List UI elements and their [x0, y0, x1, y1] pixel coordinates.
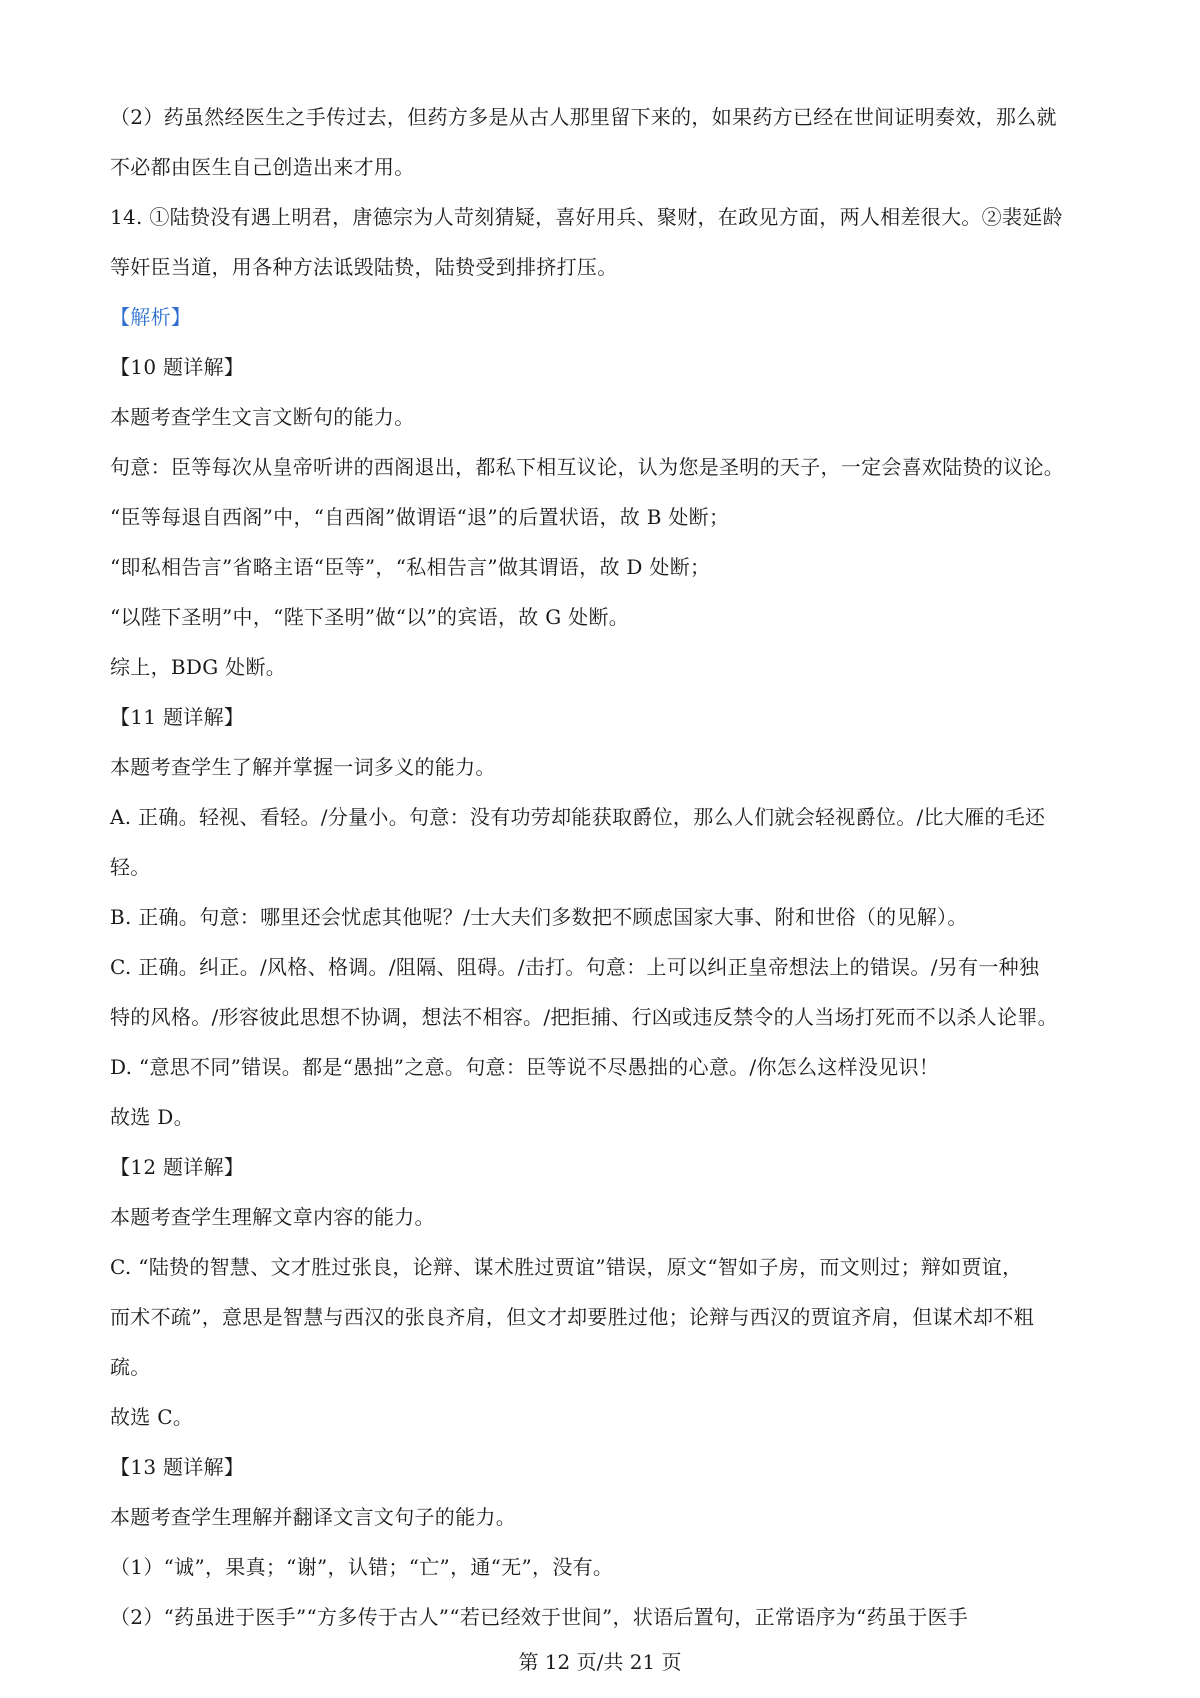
q12-answer: 故选 C。 — [110, 1405, 194, 1429]
q11-option-d: D. “意思不同”错误。都是“愚拙”之意。句意：臣等说不尽愚拙的心意。/你怎么这样没见识！ — [110, 1055, 940, 1079]
q12-option-c-line-3: 疏。 — [110, 1355, 151, 1379]
q12-option-c-line-1: C. “陆贽的智慧、文才胜过张良，论辩、谋术胜过贾谊”错误，原文“智如子房，而文则过；辩如贾谊， — [110, 1255, 1023, 1279]
q11-answer: 故选 D。 — [110, 1105, 194, 1129]
answer-14-line-1: 14. ①陆贽没有遇上明君，唐德宗为人苛刻猜疑，喜好用兵、聚财，在政见方面，两人相差很大。②裴延龄 — [110, 205, 1063, 229]
q10-line-5: “以陛下圣明”中，“陛下圣明”做“以”的宾语，故 G 处断。 — [110, 605, 630, 629]
q13-heading: 【13 题详解】 — [110, 1455, 245, 1479]
q12-line-1: 本题考查学生理解文章内容的能力。 — [110, 1205, 435, 1229]
answer-13-2-line-2: 不必都由医生自己创造出来才用。 — [110, 155, 415, 179]
q12-option-c-line-2: 而术不疏”，意思是智慧与西汉的张良齐肩，但文才却要胜过他；论辩与西汉的贾谊齐肩，但谋术却不粗 — [110, 1305, 1035, 1329]
q10-line-2: 句意：臣等每次从皇帝听讲的西阁退出，都私下相互议论，认为您是圣明的天子，一定会喜欢陆贽的议论。 — [110, 455, 1065, 479]
q11-heading: 【11 题详解】 — [110, 705, 245, 729]
page-number: 第 12 页/共 21 页 — [518, 1650, 682, 1674]
q12-heading: 【12 题详解】 — [110, 1155, 245, 1179]
q11-option-c-line-1: C. 正确。纠正。/风格、格调。/阻隔、阻碍。/击打。句意：上可以纠正皇帝想法上的错误。/另有一种独 — [110, 955, 1040, 979]
q11-option-a-line-2: 轻。 — [110, 855, 151, 879]
q10-line-1: 本题考查学生文言文断句的能力。 — [110, 405, 415, 429]
document-body — [110, 92, 1100, 1642]
q11-option-a-line-1: A. 正确。轻视、看轻。/分量小。句意：没有功劳却能获取爵位，那么人们就会轻视爵位。/比大雁的毛还 — [110, 805, 1046, 829]
q13-line-1: 本题考查学生理解并翻译文言文句子的能力。 — [110, 1505, 516, 1529]
q10-line-3: “臣等每退自西阁”中，“自西阁”做谓语“退”的后置状语，故 B 处断； — [110, 505, 730, 529]
q10-heading: 【10 题详解】 — [110, 355, 245, 379]
answer-14-line-2: 等奸臣当道，用各种方法诋毁陆贽，陆贽受到排挤打压。 — [110, 255, 618, 279]
q10-line-6: 综上，BDG 处断。 — [110, 655, 287, 679]
q11-option-c-line-2: 特的风格。/形容彼此思想不协调，想法不相容。/把拒捕、行凶或违反禁令的人当场打死而不以杀人论罪。 — [110, 1005, 1058, 1029]
answer-13-2-line-1: （2）药虽然经医生之手传过去，但药方多是从古人那里留下来的，如果药方已经在世间证明奏效，那么就 — [110, 105, 1057, 129]
q13-part-2: （2）“药虽进于医手”“方多传于古人”“若已经效于世间”，状语后置句，正常语序为“药虽于医手 — [110, 1605, 969, 1629]
q11-line-1: 本题考查学生了解并掌握一词多义的能力。 — [110, 755, 496, 779]
q13-part-1: （1）“诚”，果真；“谢”，认错；“亡”，通“无”，没有。 — [110, 1555, 614, 1579]
analysis-heading: 【解析】 — [110, 305, 192, 329]
q11-option-b: B. 正确。句意：哪里还会忧虑其他呢？/士大夫们多数把不顾虑国家大事、附和世俗（的见解）。 — [110, 905, 968, 929]
q10-line-4: “即私相告言”省略主语“臣等”，“私相告言”做其谓语，故 D 处断； — [110, 555, 711, 579]
